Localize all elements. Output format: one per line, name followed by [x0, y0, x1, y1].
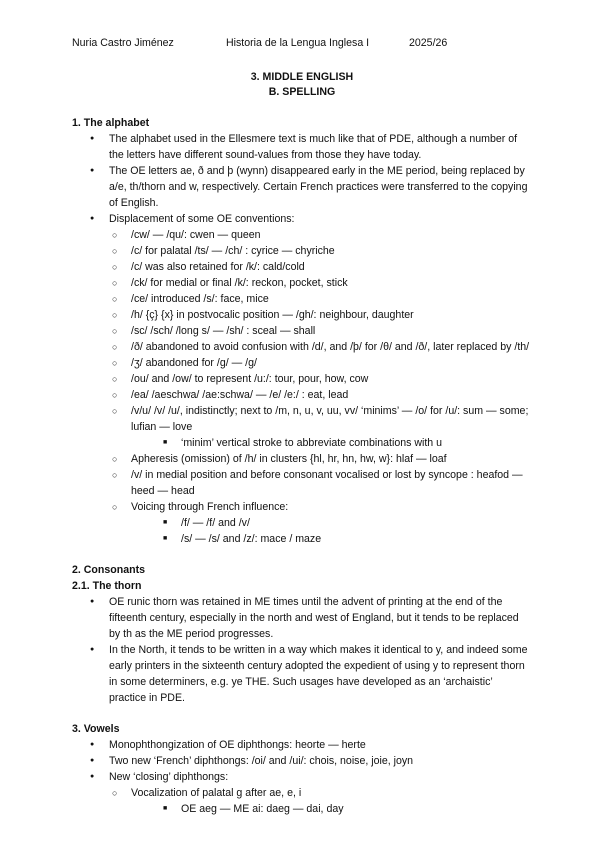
list-item-text: Displacement of some OE conventions:	[109, 213, 295, 225]
list-item	[72, 211, 532, 227]
document-subtitle: B. SPELLING	[268, 86, 336, 98]
list-item: ○ Voicing through French influence:	[72, 499, 532, 515]
list-item: ○ /ck/ for medial or final /k/: reckon, pocket, stick	[72, 275, 532, 291]
displacement-list-cont	[72, 451, 532, 515]
displacement-list	[72, 227, 532, 435]
list-item: ● Monophthongization of OE diphthongs: heorte — herte	[72, 737, 532, 753]
list-item: ● The OE letters ae, ð and þ (wynn) disappeared early in the ME period, being replaced by a/e, th/thorn and w, respectively. Certain French practices were transferred to the copying of English.	[72, 163, 532, 211]
list-item: ○ /c/ was also retained for /k/: cald/cold	[72, 259, 532, 275]
list-item: ■ /f/ — /f/ and /v/	[72, 515, 532, 531]
page-header	[72, 35, 532, 51]
list-item: ○ /ce/ introduced /s/: face, mice	[72, 291, 532, 307]
vocalization-list	[72, 801, 532, 817]
header-course: Historia de la Lengua Inglesa I	[226, 37, 370, 49]
list-item: ● Two new ‘French’ diphthongs: /oi/ and /ui/: chois, noise, joie, joyn	[72, 753, 532, 769]
voicing-list	[72, 515, 532, 547]
list-item: ○ /sc/ /sch/ /long s/ — /sh/ : sceal — shall	[72, 323, 532, 339]
header-year: 2025/26	[409, 37, 448, 49]
section-heading-consonants: 2. Consonants	[72, 564, 145, 576]
list-item: ○ /ð/ abandoned to avoid confusion with /d/, and /þ/ for /θ/ and /ð/, later replaced by /th/	[72, 339, 532, 355]
list-item: ● In the North, it tends to be written in a way which makes it identical to y, and indeed some early printers in the sixteenth century adopted the expedient of using y to represent thorn in some determiners, e.g. ye THE. Such usages have developed as an ‘archaistic’ practice in PDE.	[72, 642, 532, 706]
section-heading-alphabet: 1. The alphabet	[72, 117, 150, 129]
list-item: ○ Apheresis (omission) of /h/ in clusters {hl, hr, hn, hw, w}: hlaf — loaf	[72, 451, 532, 467]
subsection-heading-thorn: 2.1. The thorn	[72, 580, 142, 592]
list-item: ○ /h/ {ç} {x} in postvocalic position — /gh/: neighbour, daughter	[72, 307, 532, 323]
list-item: ■ ‘minim’ vertical stroke to abbreviate combinations with u	[72, 435, 532, 451]
document-body	[72, 70, 532, 817]
list-item: ● OE runic thorn was retained in ME times until the advent of printing at the end of the fifteenth century, especially in the north and west of England, but it tends to be replaced by th as the ME period progresses.	[72, 594, 532, 642]
document-title: 3. MIDDLE ENGLISH	[250, 71, 354, 83]
minim-note-list	[72, 435, 532, 451]
list-item: ■ /s/ — /s/ and /z/: mace / maze	[72, 531, 532, 547]
closing-diphthongs-list	[72, 785, 532, 801]
list-item: ○ /v/ in medial position and before consonant vocalised or lost by syncope : heafod — heed — head	[72, 467, 532, 499]
list-item: ● New ‘closing’ diphthongs:	[72, 769, 532, 785]
header-author: Nuria Castro Jiménez	[72, 37, 174, 49]
vowels-list	[72, 737, 532, 785]
alphabet-list	[72, 131, 532, 227]
list-item: ○ /v/u/ /v/ /u/, indistinctly; next to /m, n, u, v, uu, vv/ ‘minims’ — /o/ for /u/: sum — some; lufian — love	[72, 403, 532, 435]
list-item: ● The alphabet used in the Ellesmere text is much like that of PDE, although a number of the letters have different sound-values from those they have today.	[72, 131, 532, 163]
list-item: ○ /cw/ — /qu/: cwen — queen	[72, 227, 532, 243]
list-item: ○ /ʒ/ abandoned for /g/ — /g/	[72, 355, 532, 371]
thorn-list	[72, 594, 532, 706]
section-heading-vowels: 3. Vowels	[72, 723, 120, 735]
list-item: ■ OE aeg — ME ai: daeg — dai, day	[72, 801, 532, 817]
list-item: ○ /c/ for palatal /ts/ — /ch/ : cyrice — chyriche	[72, 243, 532, 259]
list-item: ○ /ou/ and /ow/ to represent /u:/: tour, pour, how, cow	[72, 371, 532, 387]
list-item: ○ /ea/ /aeschwa/ /ae:schwa/ — /e/ /e:/ : eat, lead	[72, 387, 532, 403]
list-item: ○ Vocalization of palatal g after ae, e, i	[72, 785, 532, 801]
